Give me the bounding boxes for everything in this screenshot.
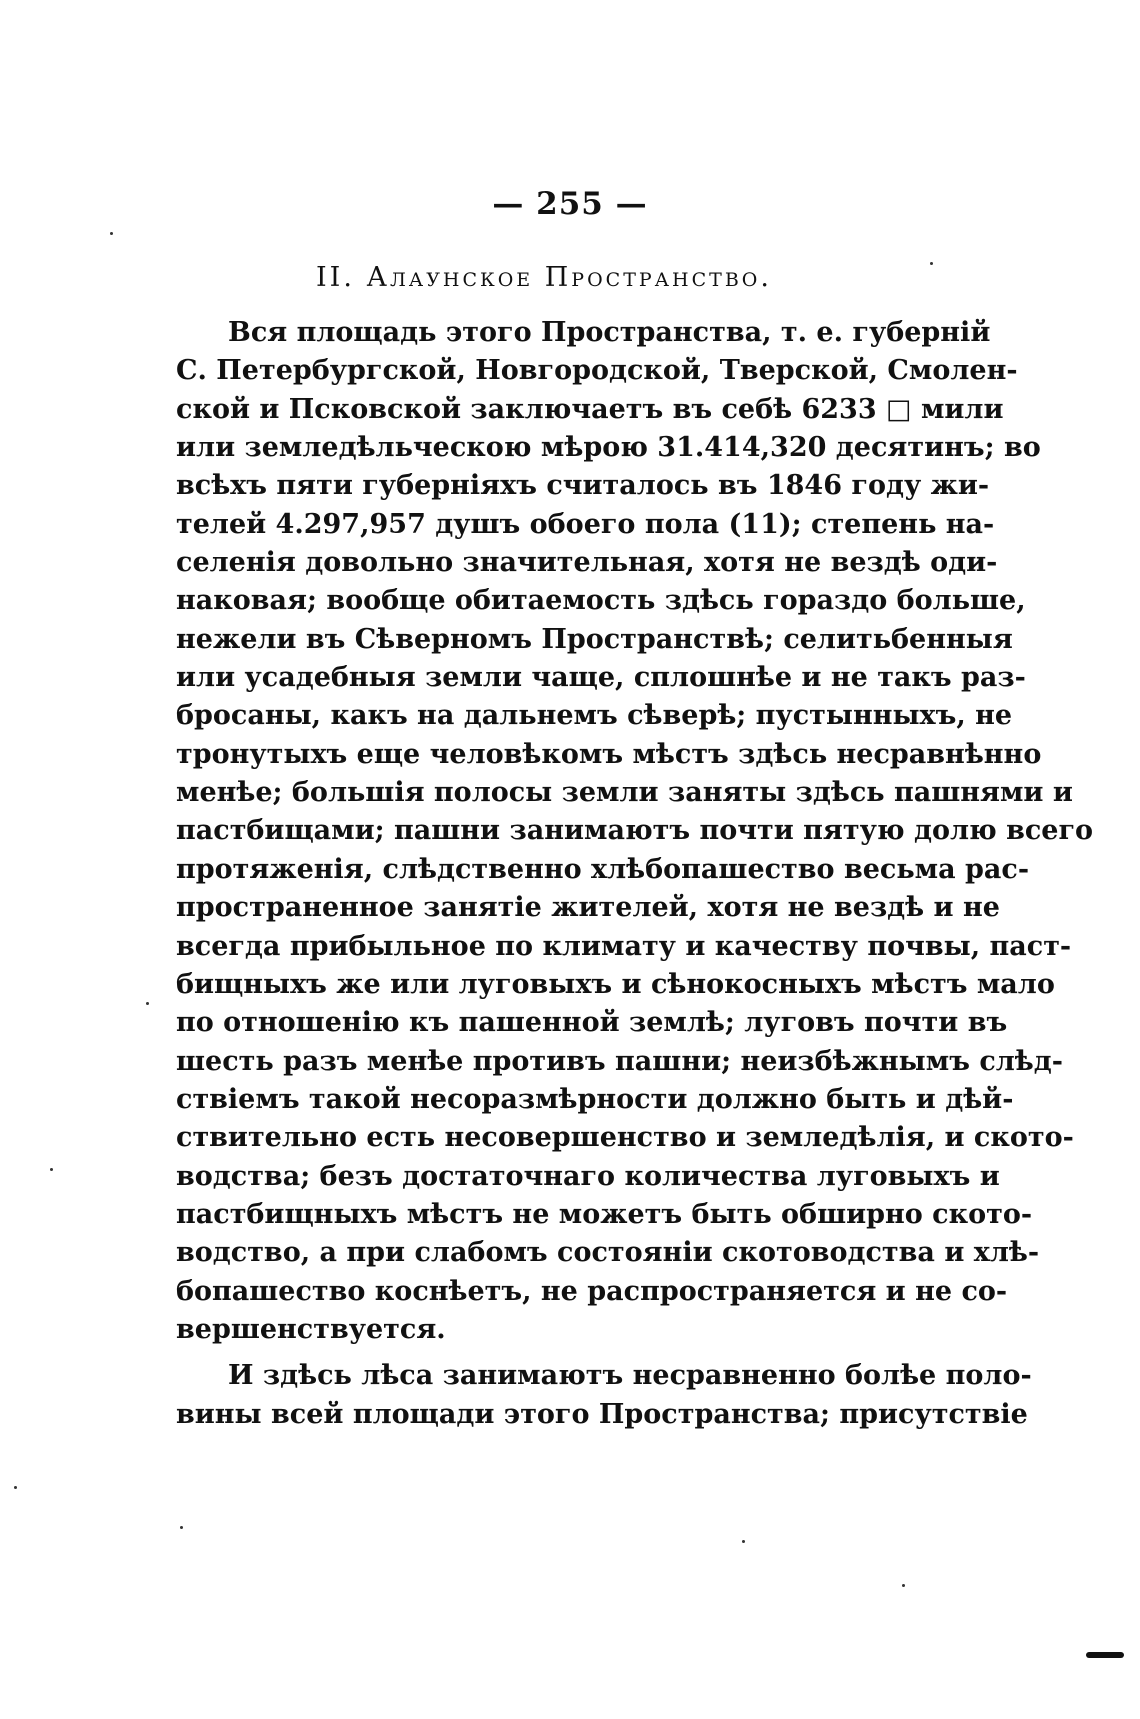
text-line: шесть разъ менѣе противъ пашни; неизбѣжнымъ слѣд- bbox=[176, 1045, 1063, 1077]
paper-speck bbox=[50, 1168, 53, 1171]
text-line: вины всей площади этого Пространства; присутствіе bbox=[176, 1398, 1028, 1430]
paper-speck bbox=[930, 262, 933, 265]
body-text bbox=[176, 314, 1094, 1434]
text-line: бищныхъ же или луговыхъ и сѣнокосныхъ мѣстъ мало bbox=[176, 968, 1055, 1000]
section-title: II. Алаунское Пространство. bbox=[316, 262, 772, 293]
text-line: ствіемъ такой несоразмѣрности должно быть и дѣй- bbox=[176, 1083, 1014, 1115]
text-line: пространенное занятіе жителей, хотя не вездѣ и не bbox=[176, 892, 1000, 924]
text-line: телей 4.297,957 душъ обоего пола (11); степень на- bbox=[176, 508, 995, 540]
text-line: или земледѣльческою мѣрою 31.414,320 десятинъ; во bbox=[176, 432, 1041, 464]
text-line: всѣхъ пяти губерніяхъ считалось въ 1846 году жи- bbox=[176, 470, 990, 502]
text-line: селенія довольно значительная, хотя не вездѣ оди- bbox=[176, 547, 998, 579]
text-line: Вся площадь этого Пространства, т. е. губерній bbox=[228, 317, 991, 348]
text-line: вершенствуется. bbox=[176, 1313, 446, 1345]
paragraph bbox=[176, 314, 1094, 1349]
text-line: нежели въ Сѣверномъ Пространствѣ; селитьбенныя bbox=[176, 623, 1013, 655]
paragraph-gap bbox=[176, 1349, 936, 1357]
paper-speck bbox=[14, 1486, 17, 1489]
text-line: пастбищами; пашни занимаютъ почти пятую долю всего bbox=[176, 815, 1094, 847]
text-line: С. Петербургской, Новгородской, Тверской, Смолен- bbox=[176, 355, 1018, 387]
paper-speck bbox=[110, 232, 113, 235]
margin-mark bbox=[1086, 1652, 1124, 1658]
text-line: водство, а при слабомъ состояніи скотоводства и хлѣ- bbox=[176, 1237, 1040, 1269]
text-line: тронутыхъ еще человѣкомъ мѣстъ здѣсь несравнѣнно bbox=[176, 738, 1042, 770]
text-line: И здѣсь лѣса занимаютъ несравненно болѣе поло- bbox=[228, 1360, 1032, 1392]
text-line: ской и Псковской заключаетъ въ себѣ 6233 □ мили bbox=[176, 393, 1004, 425]
text-line: пастбищныхъ мѣстъ не можетъ быть обширно ското- bbox=[176, 1198, 1033, 1230]
text-line: ствительно есть несовершенство и земледѣлія, и ското- bbox=[176, 1122, 1074, 1154]
paper-speck bbox=[180, 1526, 183, 1529]
paragraph bbox=[176, 1357, 1032, 1434]
paper-speck bbox=[146, 1002, 149, 1005]
text-line: или усадебныя земли чаще, сплошнѣе и не такъ раз- bbox=[176, 662, 1026, 694]
text-line: по отношенію къ пашенной землѣ; луговъ почти въ bbox=[176, 1007, 1008, 1039]
text-line: наковая; вообще обитаемость здѣсь гораздо больше, bbox=[176, 585, 1026, 617]
paper-speck bbox=[902, 1584, 905, 1587]
text-line: всегда прибыльное по климату и качеству почвы, паст- bbox=[176, 930, 1072, 962]
page-number: — 255 — bbox=[492, 186, 648, 222]
text-line: бопашество коснѣетъ, не распространяется и не со- bbox=[176, 1275, 1008, 1307]
text-line: водства; безъ достаточнаго количества луговыхъ и bbox=[176, 1160, 1000, 1192]
paper-speck bbox=[742, 1540, 745, 1543]
text-line: протяженія, слѣдственно хлѣбопашество весьма рас- bbox=[176, 853, 1030, 885]
text-line: бросаны, какъ на дальнемъ сѣверѣ; пустынныхъ, не bbox=[176, 700, 1013, 732]
text-line: менѣе; большія полосы земли заняты здѣсь пашнями и bbox=[176, 777, 1073, 809]
